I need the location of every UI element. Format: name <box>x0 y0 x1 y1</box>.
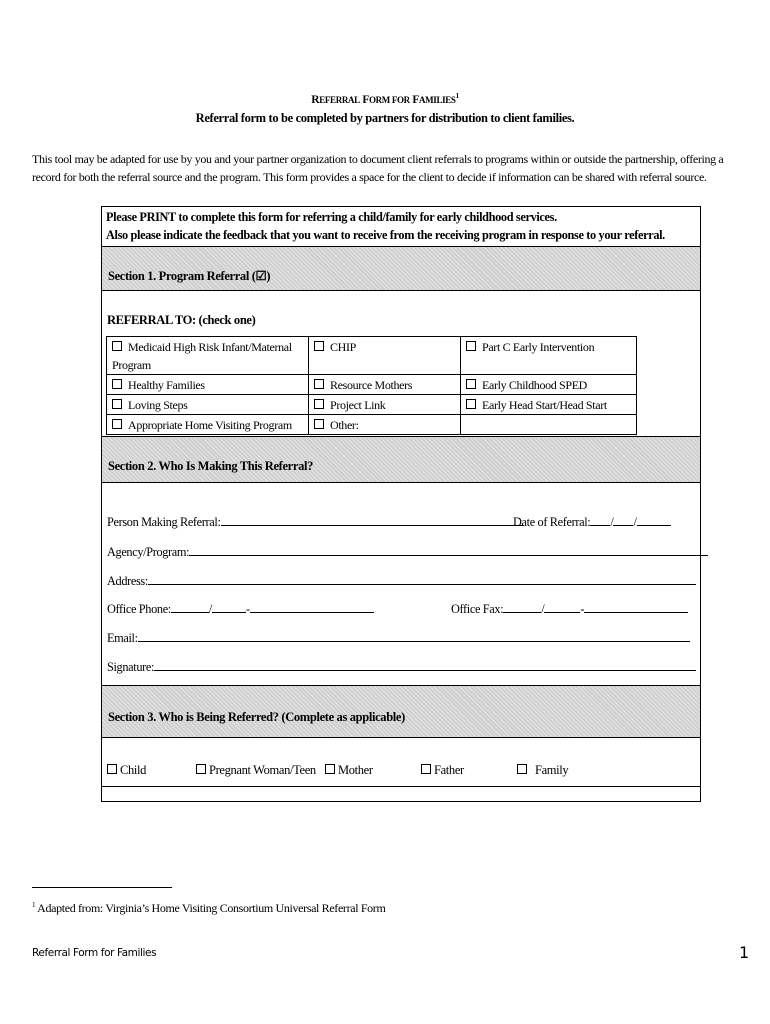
program-option-resource-mothers[interactable]: Resource Mothers <box>309 375 461 395</box>
office-phone-row: Office Phone: / - <box>107 601 374 617</box>
office-phone-label: Office Phone: <box>107 602 171 616</box>
page-number: 1 <box>739 943 750 962</box>
table-row <box>107 337 637 375</box>
empty-cell <box>461 415 637 435</box>
fax-area-field[interactable] <box>503 601 541 613</box>
person-label: Person Making Referral: <box>107 515 221 529</box>
section-3-header <box>102 685 700 738</box>
section-2-header <box>102 436 700 483</box>
checkbox[interactable] <box>421 764 431 774</box>
checkbox[interactable] <box>112 399 122 409</box>
form-title: REFERRAL FORM FOR FAMILIES$^1$ <box>311 92 459 106</box>
date-month-field[interactable] <box>590 514 610 526</box>
date-label: Date of Referral: <box>513 515 591 529</box>
date-of-referral-row: Date of Referral: / / <box>513 514 671 530</box>
section-2-title: Section 2. Who Is Making This Referral? <box>108 459 313 473</box>
address-row <box>107 573 696 589</box>
checkbox[interactable] <box>314 341 324 351</box>
program-option-early-head-start[interactable]: Early Head Start/Head Start <box>461 395 637 415</box>
agency-row <box>107 544 708 560</box>
email-field[interactable] <box>138 630 690 642</box>
table-row <box>107 395 637 415</box>
phone-number-field[interactable] <box>250 601 374 613</box>
fax-number-field[interactable] <box>584 601 688 613</box>
program-option-chip[interactable]: CHIP <box>309 337 461 375</box>
footnote: $^1$ Adapted from: Virginia’s Home Visiting Consortium Universal Referral Form <box>32 901 386 915</box>
signature-field[interactable] <box>154 659 696 671</box>
feedback-instruction: Also please indicate the feedback that you want to receive from the receiving program in response to your referral. <box>106 228 665 242</box>
option-family[interactable]: Family <box>517 763 568 778</box>
phone-prefix-field[interactable] <box>212 601 246 613</box>
agency-label: Agency/Program: <box>107 545 190 559</box>
program-option-home-visiting[interactable]: Appropriate Home Visiting Program <box>107 415 309 435</box>
date-year-field[interactable] <box>637 514 671 526</box>
person-making-referral-row <box>107 514 524 530</box>
checkbox[interactable] <box>466 379 476 389</box>
checkbox[interactable] <box>112 419 122 429</box>
option-father[interactable]: Father <box>421 763 464 778</box>
email-row <box>107 630 690 646</box>
person-field[interactable] <box>221 514 524 526</box>
option-child[interactable]: Child <box>107 763 146 778</box>
intro-paragraph: This tool may be adapted for use by you and your partner organization to document client referrals to programs within or outside the partnership, offering a record for both the referral source and the program. This form provides a space for the client to decide if information can be shared with referral source. <box>32 152 724 184</box>
signature-row <box>107 659 696 675</box>
footnote-marker: 1 <box>455 92 459 100</box>
agency-field[interactable] <box>189 544 708 556</box>
print-instruction: Please PRINT to complete this form for referring a child/family for early childhood services. <box>106 210 557 224</box>
footer-title: Referral Form for Families <box>32 947 157 959</box>
checkbox[interactable] <box>466 341 476 351</box>
section-1-title: Section 1. Program Referral (☑) <box>108 269 271 283</box>
checkbox[interactable] <box>517 764 527 774</box>
checkbox[interactable] <box>466 399 476 409</box>
checkbox[interactable] <box>314 399 324 409</box>
option-pregnant-woman-teen[interactable]: Pregnant Woman/Teen <box>196 763 316 778</box>
checkbox[interactable] <box>314 419 324 429</box>
address-label: Address: <box>107 574 148 588</box>
checkbox[interactable] <box>325 764 335 774</box>
signature-label: Signature: <box>107 660 155 674</box>
table-row <box>107 375 637 395</box>
checkbox[interactable] <box>107 764 117 774</box>
table-row <box>107 415 637 435</box>
email-label: Email: <box>107 631 138 645</box>
section-1-header <box>102 246 700 291</box>
program-option-project-link[interactable]: Project Link <box>309 395 461 415</box>
program-option-part-c[interactable]: Part C Early Intervention <box>461 337 637 375</box>
office-fax-label: Office Fax: <box>451 602 504 616</box>
phone-area-field[interactable] <box>171 601 209 613</box>
program-option-other[interactable]: Other: <box>309 415 461 435</box>
referral-to-label: REFERRAL TO: (check one) <box>107 313 256 327</box>
section-3-title: Section 3. Who is Being Referred? (Complete as applicable) <box>108 710 405 724</box>
program-referral-table <box>106 336 637 435</box>
program-option-early-childhood-sped[interactable]: Early Childhood SPED <box>461 375 637 395</box>
checkbox[interactable] <box>196 764 206 774</box>
checkbox[interactable] <box>314 379 324 389</box>
fax-prefix-field[interactable] <box>544 601 580 613</box>
program-option-healthy-families[interactable]: Healthy Families <box>107 375 309 395</box>
checkbox[interactable] <box>112 341 122 351</box>
program-option-medicaid[interactable]: Medicaid High Risk Infant/Maternal Program <box>107 337 309 375</box>
checkbox[interactable] <box>112 379 122 389</box>
office-fax-row: Office Fax: / - <box>451 601 688 617</box>
date-day-field[interactable] <box>613 514 633 526</box>
program-option-loving-steps[interactable]: Loving Steps <box>107 395 309 415</box>
section-3-divider <box>102 786 700 787</box>
footnote-rule <box>32 887 172 888</box>
option-mother[interactable]: Mother <box>325 763 373 778</box>
address-field[interactable] <box>148 573 696 585</box>
form-subtitle: Referral form to be completed by partners for distribution to client families. <box>195 111 575 125</box>
